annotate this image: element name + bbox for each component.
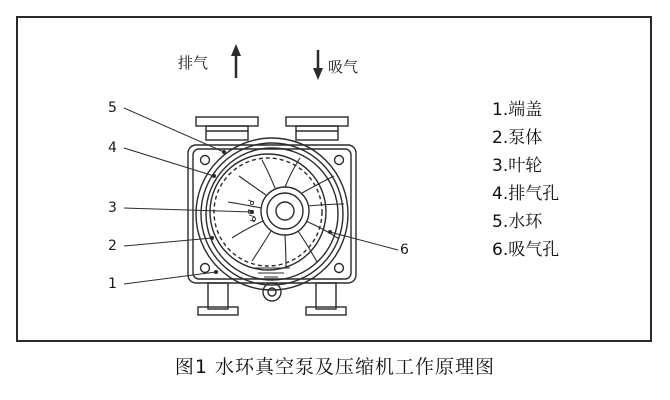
legend-list [492,96,642,264]
legend-item: 1.端盖 [492,100,543,120]
exhaust-flow-label: 排气 [178,54,209,72]
end-cover-circles [196,138,348,290]
impeller-hub [261,187,309,235]
legend-item: 5.水环 [492,212,543,232]
legend-item: 4.排气孔 [492,184,560,204]
callout-2: 2 [108,238,117,254]
callout-6: 6 [400,242,409,258]
callout-4: 4 [108,140,117,156]
pump-base [198,283,346,315]
callout-1: 1 [108,276,117,292]
intake-arrow-icon [313,50,323,80]
legend-item: 6.吸气孔 [492,240,560,260]
callout-3: 3 [108,200,117,216]
top-flanges [196,117,348,140]
callout-5: 5 [108,100,117,116]
legend-item: 3.叶轮 [492,156,543,176]
exhaust-arrow-icon [231,44,241,78]
intake-flow-label: 吸气 [328,58,359,76]
legend-item: 2.泵体 [492,128,543,148]
figure-caption: 图1 水环真空泵及压缩机工作原理图 [174,356,496,378]
callout-leader-lines [124,108,398,284]
